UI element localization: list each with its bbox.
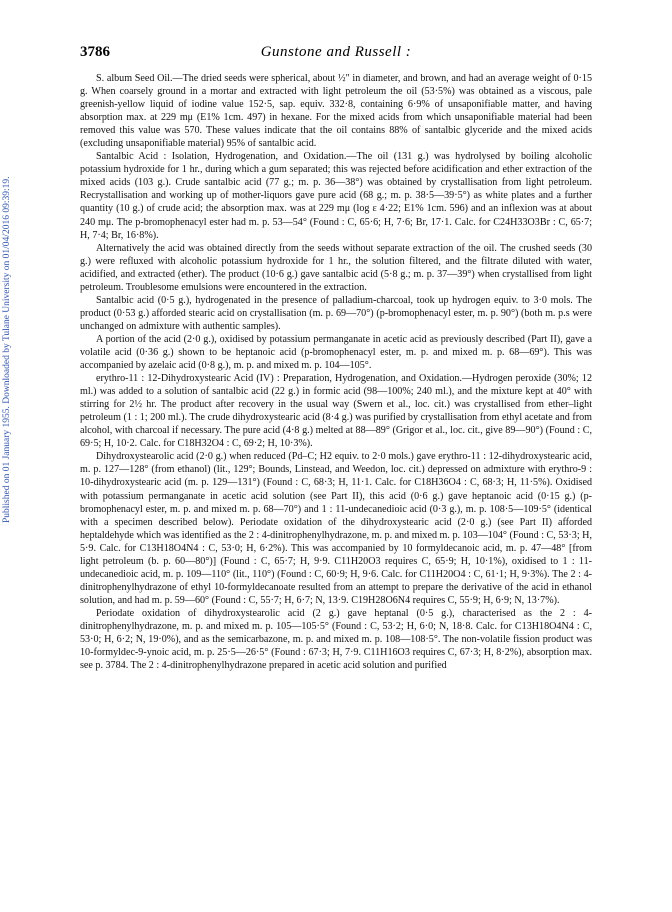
paragraph-hydrogenation: Santalbic acid (0·5 g.), hydrogenated in the presence of palladium-charcoal, took up hydrogen equiv. to 3·0 mols. The product (0·53 g.) afforded stearic acid on crystallisation (m. p. 69—70°) (p-bromophenacyl ester, m. p. 90°) (both m. p.s were unchanged on admixture with authentic samples). xyxy=(80,294,592,332)
paragraph-permanganate-oxidation: A portion of the acid (2·0 g.), oxidised by potassium permanganate in acetic acid as previously described (Part II), gave a volatile acid (0·36 g.) shown to be heptanoic acid (p-bromophenacyl ester, m. p. and mixed m. p. 68—69°). This was accompanied by azelaic acid (0·8 g.), m. p. and mixed m. p. 104—105°. xyxy=(80,333,592,372)
paragraph-seed-oil: S. album Seed Oil.—The dried seeds were spherical, about ½" in diameter, and brown, and had an average weight of 0·15 g. When coarsely ground in a mortar and extracted with light petroleum the oil (53·5%) was obtained as a viscous, pale greenish-yellow liquid of iodine value 152·5, sap. equiv. 332·8, containing 6·9% of unsaponifiable matter, and having absorption max. at 229 mμ (E1% 1cm. 497) in hexane. For the mixed acids from which unsaponifiable material had been removed this value was 570. These values indicate that the oil contains 88% of santalbic glyceride and the mixed acids (excluding unsaponifiable material) 95% of santalbic acid. xyxy=(80,73,592,150)
paragraph-dihydroxystearolic: Dihydroxystearolic acid (2·0 g.) when reduced (Pd–C; H2 equiv. to 2·0 mols.) gave erythro-11 : 12-dihydroxystearic acid, m. p. 127—128° (from ethanol) (lit., 129°; Bounds, Linstead, and Weedon, loc. cit.) depressed on admixture with erythro-9 : 10-dihydroxystearic acid (m. p. 129—131°) (Found : C, 68·3; H, 11·1. Calc. for C18H36O4 : C, 68·3; H, 11·5%). Oxidised with potassium permanganate in acetic acid solution (see Part II), this acid (0·6 g.) gave heptanoic acid (0·15 g.) (p-bromophenacyl ester, m. p. and mixed m. p. 68—70°) and 1 : 11-undecanedioic acid (0·3 g.), m. p. 108·5—109·5° (identical with a specimen described below). Periodate oxidation of the dihydroxystearic acid (2·0 g.) (see Part II) afforded heptaldehyde which was identified as the 2 : 4-dinitrophenylhydrazone, m. p. and mixed m. p. 103—104° (Found : C, 53·3; H, 5·9. Calc. for C13H18O4N4 : C, 53·0; H, 6·2%). This was accompanied by 10 formyldecanoic acid, m. p. 47—48° [from light petroleum (b. p. 60—80°)] (Found : C, 65·7; H, 9·9. C11H20O3 requires C, 65·9; H, 10·1%), oxidised to 1 : 11-undecanedioic acid, m. p. 109—110° (lit., 110°) (Found : C, 60·9; H, 9·6. Calc. for C11H20O4 : C, 61·1; H, 9·3%). The 2 : 4-dinitrophenylhydrazone of ethyl 10-formyldecanoate resulted from an attempt to prepare the derivative of the acid in ethanol solution, and had m. p. 59—60° (Found : C, 55·7; H, 6·7; N, 13·9. C19H28O6N4 requires C, 55·9; H, 6·9; N, 13·7%). xyxy=(80,451,592,606)
publication-sidebar-note: Published on 01 January 1955. Downloaded by Tulane University on 01/04/2016 09:39:19. xyxy=(2,176,12,524)
paragraph-santalbic-acid: Santalbic Acid : Isolation, Hydrogenation, and Oxidation.—The oil (131 g.) was hydrolysed by boiling alcoholic potassium hydroxide for 1 hr., during which a gum separated; this was rejected before acidification and ether extraction of the mixed acids (103 g.). Crude santalbic acid (77 g.; m. p. 36—38°) was obtained by crystallisation from light petroleum. Recrystallisation and working up of mother-liquors gave pure acid (68 g.; m. p. 38·5—39·5°) as white plates and a further quantity (10 g.) of crude acid; the absorption max. was at 229 mμ (log ε 4·22; E1% 1cm. 596) and an inflexion was at about 240 mμ. The p-bromophenacyl ester had m. p. 53—54° (Found : C, 65·6; H, 7·6; Br, 17·1. Calc. for C24H33O3Br : C, 65·7; H, 7·4; Br, 16·8%). xyxy=(80,151,592,241)
running-title: Gunstone and Russell : xyxy=(260,44,412,60)
paragraph-erythro-dihydroxystearic: erythro-11 : 12-Dihydroxystearic Acid (IV) : Preparation, Hydrogenation, and Oxidation.—Hydrogen peroxide (30%; 12 ml.) was added to a solution of santalbic acid (22 g.) in formic acid (98—100%; 240 ml.), and the mixture kept at 40° with stirring for 2½ hr. The product after recovery in the usual way (Swern et al., loc. cit.) was crystallised from ether–light petroleum (1 : 1; 200 ml.). The crude dihydroxystearic acid (8·4 g.) was purified by crystallisation from ethyl acetate and from alcohol, with charcoal if necessary. The pure acid (4·8 g.) melted at 88—89° (Grigor et al., loc. cit., give 89—90°) (Found : C, 69·5; H, 10·2. Calc. for C18H32O4 : C, 69·2; H, 10·3%). xyxy=(80,373,592,450)
article-body xyxy=(80,72,592,672)
page-number: 3786 xyxy=(80,44,110,60)
page-header xyxy=(80,44,592,64)
paragraph-periodate-oxidation: Periodate oxidation of dihydroxystearolic acid (2 g.) gave heptanal (0·5 g.), characterised as the 2 : 4-dinitrophenylhydrazone, m. p. and mixed m. p. 105—105·5° (Found : C, 53·2; H, 6·0; N, 18·8. Calc. for C13H18O4N4 : C, 53·0; H, 6·2; N, 19·0%), and as the semicarbazone, m. p. and mixed m. p. 108—108·5°. The non-volatile fission product was 10-formyldec-9-ynoic acid, m. p. 25·5—26·5° (Found : 67·3; H, 7·9. C11H16O3 requires C, 67·3; H, 8·2%), absorption max. see p. 3784. The 2 : 4-dinitrophenylhydrazone prepared in acetic acid solution and purified xyxy=(80,607,592,672)
paragraph-direct-extraction: Alternatively the acid was obtained directly from the seeds without separate extraction of the oil. The crushed seeds (30 g.) were refluxed with alcoholic potassium hydroxide for 1 hr., the solution filtered, and the filtrate diluted with water, acidified, and extracted (ether). The product (10·6 g.) gave santalbic acid (5·8 g.; m. p. 37—39°) when crystallised from light petroleum. Troublesome emulsions were encountered in the extraction. xyxy=(80,242,592,293)
